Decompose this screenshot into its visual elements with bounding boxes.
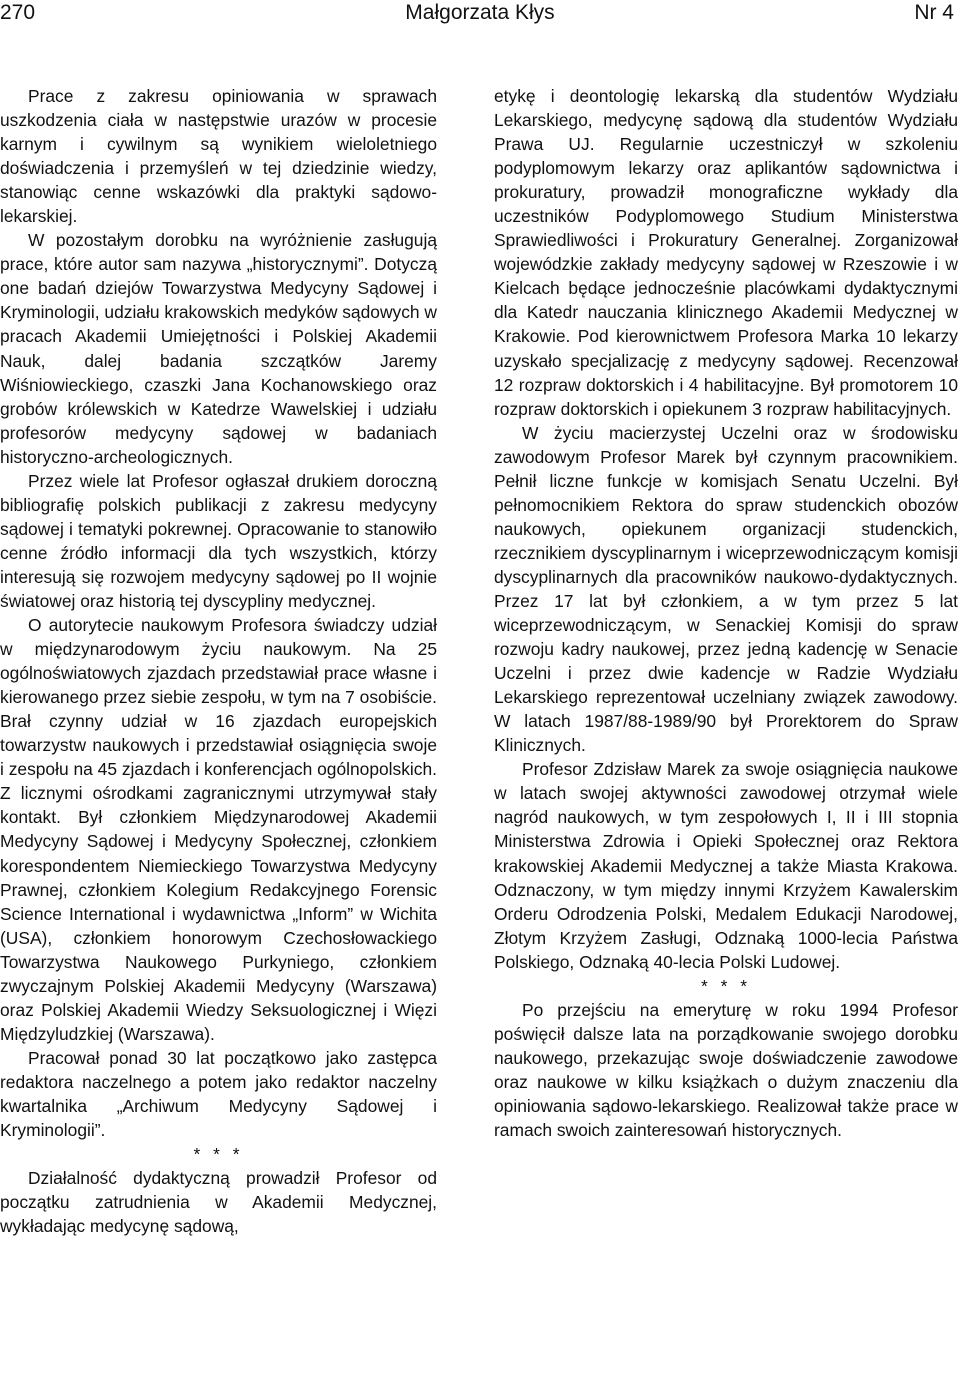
paragraph: Działalność dydaktyczną prowadził Profesor od początku zatrudnienia w Akademii Medycznej, wykładając medycynę sądową, <box>0 1168 437 1237</box>
section-separator: * * * <box>701 975 751 996</box>
paragraph: Po przejściu na emeryturę w roku 1994 Profesor poświęcił dalsze lata na porządkowanie swojego dorobku naukowego, przekazując swoje doświadczenie zawodowe oraz naukowe w kilku książkach o dużym znaczeniu dla opiniowania sądowo-lekarskiego. Realizował także prace w ramach swoich zainteresowań historycznych. <box>494 999 958 1141</box>
running-author: Małgorzata Kłys <box>405 1 555 24</box>
paragraph: Profesor Zdzisław Marek za swoje osiągnięcia naukowe w latach swojej aktywności zawodowej otrzymał wiele nagród naukowych, w tym zespołowych I, II i III stopnia Ministerstwa Zdrowia i Opieki Społecznej oraz Rektora krakowskiej Akademii Medycznej a także Miasta Krakowa. Odznaczony, w tym między innymi Krzyżem Kawalerskim Orderu Odrodzenia Polski, Medalem Edukacji Narodowej, Złotym Krzyżem Zasługi, Odznaką 1000-lecia Państwa Polskiego, Odznaką 40-lecia Polski Ludowej. <box>494 759 958 972</box>
issue-number: Nr 4 <box>914 1 954 24</box>
paragraph: W życiu macierzystej Uczelni oraz w środowisku zawodowym Profesor Marek był czynnym pracownikiem. Pełnił liczne funkcje w komisjach Senatu Uczelni. Był pełnomocnikiem Rektora do spraw studenckich obozów naukowych, opiekunem organizacji studenckich, rzecznikiem dyscyplinarnym i wiceprzewodniczącym komisji dyscyplinarnych dla pracowników naukowo-dydaktycznych. Przez 17 lat był członkiem, a w tym przez 5 lat wiceprzewodniczącym, w Senackiej Komisji do spraw rozwoju kadry naukowej, przez jedną kadencję w Senacie Uczelni i przez dwie kadencje w Radzie Wydziału Lekarskiego reprezentował uczelniany związek zawodowy. W latach 1987/88-1989/90 był Prorektorem do Spraw Klinicznych. <box>494 422 958 756</box>
paragraph: Przez wiele lat Profesor ogłaszał drukiem doroczną bibliografię polskich publikacji z zakresu medycyny sądowej i tematyki pokrewnej. Opracowanie to stanowiło cenne źródło informacji dla tych wszystkich, którzy interesują się rozwojem medycyny sądowej po II wojnie światowej oraz historią tej dyscypliny medycznej. <box>0 470 437 611</box>
right-column <box>494 84 958 1142</box>
paragraph: Prace z zakresu opiniowania w sprawach uszkodzenia ciała w następstwie urazów w procesie karnym i cywilnym są wynikiem wieloletniego doświadczenia i przemyśleń w tej dziedzinie wiedzy, stanowiąc cenne wskazówki dla praktyki sądowo-lekarskiej. <box>0 86 437 227</box>
paragraph: O autorytecie naukowym Profesora świadczy udział w międzynarodowym życiu naukowym. Na 25 ogólnoświatowych zjazdach przedstawiał prace własne i kierowanego przez siebie zespołu, w tym na 7 osobiście. Brał czynny udział w 16 zjazdach europejskich towarzystw naukowych i przedstawiał osiągnięcia swoje i zespołu na 45 zjazdach i konferencjach ogólnopolskich. Z licznymi ośrodkami zagranicznymi utrzymywał stały kontakt. Był członkiem Międzynarodowej Akademii Medycyny Sądowej i Medycyny Społecznej, członkiem korespondentem Niemieckiego Towarzystwa Medycyny Prawnej, członkiem Kolegium Redakcyjnego Forensic Science International i wydawnictwa „Inform” w Wichita (USA), członkiem honorowym Czechosłowackiego Towarzystwa Naukowego Purkyniego, członkiem zwyczajnym Polskiej Akademii Medycyny (Warszawa) oraz Polskiej Akademii Wiedzy Seksuologicznej i Więzi Międzyludzkiej (Warszawa). <box>0 615 437 1044</box>
paragraph: etykę i deontologię lekarską dla studentów Wydziału Lekarskiego, medycynę sądową dla studentów Wydziału Prawa UJ. Regularnie uczestniczył w szkoleniu podyplomowym lekarzy oraz aplikantów sądownictwa i prokuratury, prowadził monograficzne wykłady dla uczestników Podyplomowego Studium Ministerstwa Sprawiedliwości i Prokuratury Generalnej. Zorganizował wojewódzkie zakłady medycyny sądowej w Rzeszowie i w Kielcach będące jednocześnie placówkami dydaktycznymi dla Katedr nauczania klinicznego Akademii Medycznej w Krakowie. Pod kierownictwem Profesora Marka 10 lekarzy uzyskało specjalizację z medycyny sądowej. Recenzował 12 rozpraw doktorskich i 4 habilitacyjne. Był promotorem 10 rozpraw doktorskich i opiekunem 3 rozpraw habilitacyjnych. <box>494 86 958 419</box>
running-header <box>0 0 960 30</box>
left-column <box>0 84 437 1238</box>
section-separator: * * * <box>193 1144 244 1165</box>
page-number: 270 <box>0 1 36 24</box>
paragraph: Pracował ponad 30 lat początkowo jako zastępca redaktora naczelnego a potem jako redaktor naczelny kwartalnika „Archiwum Medycyny Sądowej i Kryminologii”. <box>0 1047 437 1141</box>
paragraph: W pozostałym dorobku na wyróżnienie zasługują prace, które autor sam nazywa „historycznymi”. Dotyczą one badań dziejów Towarzystwa Medycyny Sądowej i Kryminologii, udziału krakowskich medyków sądowych w pracach Akademii Umiejętności i Polskiej Akademii Nauk, dalej badania szczątków Jaremy Wiśniowieckiego, czaszki Jana Kochanowskiego oraz grobów królewskich w Katedrze Wawelskiej i udziału profesorów medycyny sądowej w badaniach historyczno-archeologicznych. <box>0 230 437 467</box>
